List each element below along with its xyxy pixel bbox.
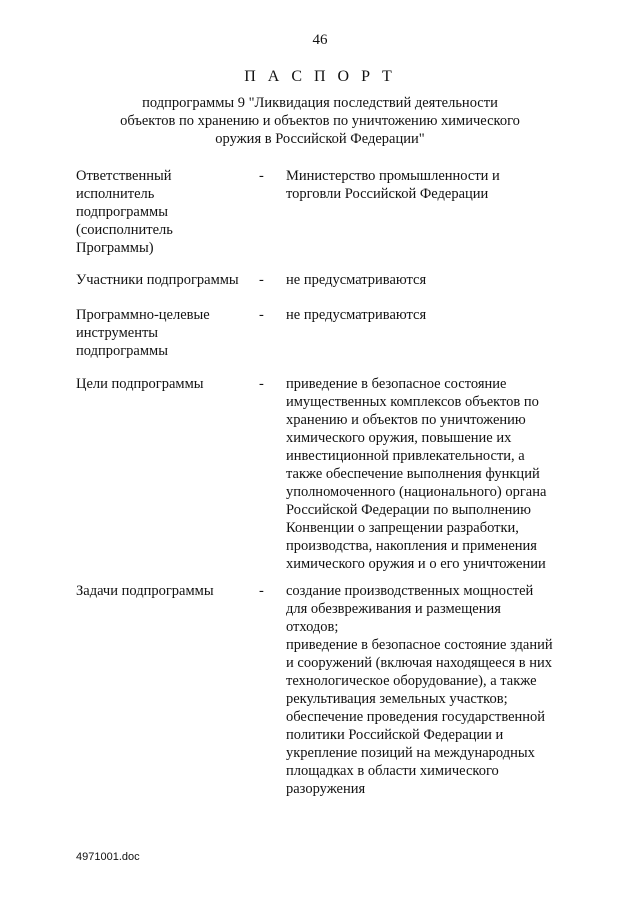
page-number: 46 [312,32,328,48]
label-line: Программы) [76,240,154,256]
label-line: исполнитель [76,186,155,202]
subtitle-line: подпрограммы 9 "Ликвидация последствий деятельности [142,95,498,111]
row-value [286,582,576,798]
value-line: хранению и объектов по уничтожению [286,412,526,428]
value-line: уполномоченного (национального) органа [286,484,547,500]
row-label [76,582,256,600]
row-dash: - [259,307,264,323]
row-value [286,271,576,289]
label-line: Ответственный [76,168,172,184]
document-subtitle [110,94,530,148]
row-label [76,167,256,257]
value-line: отходов; [286,619,339,635]
subtitle-line: оружия в Российской Федерации" [215,131,425,147]
label-line: Программно-целевые [76,307,210,323]
value-line: и сооружений (включая находящееся в них [286,655,553,671]
value-line: обеспечение проведения государственной [286,709,546,725]
footer-filename: 4971001.doc [76,851,140,863]
value-line: инвестиционной привлекательности, а [286,448,525,464]
value-line: рекультивация земельных участков; [286,691,508,707]
value-line: не предусматриваются [286,272,427,288]
row-label [76,271,256,289]
value-line: Российской Федерации по выполнению [286,502,532,518]
value-line: площадках в области химического [286,763,499,779]
label-line: подпрограммы [76,204,168,220]
label-line: (соисполнитель [76,222,173,238]
label-line: Участники подпрограммы [76,272,239,288]
row-label [76,375,256,393]
row-dash: - [259,583,264,599]
value-line: Министерство промышленности и [286,168,500,184]
row-dash: - [259,272,264,288]
value-line: приведение в безопасное состояние зданий [286,637,553,653]
row-value [286,306,576,324]
value-line: создание производственных мощностей [286,583,534,599]
value-line: Конвенции о запрещении разработки, [286,520,519,536]
value-line: политики Российской Федерации и [286,727,504,743]
value-line: для обезвреживания и размещения [286,601,501,617]
value-line: производства, накопления и применения [286,538,537,554]
value-line: не предусматриваются [286,307,427,323]
value-line: имущественных комплексов объектов по [286,394,539,410]
label-line: Цели подпрограммы [76,376,204,392]
label-line: Задачи подпрограммы [76,583,214,599]
label-line: инструменты [76,325,159,341]
document-title: П А С П О Р Т [244,68,396,85]
value-line: разоружения [286,781,366,797]
value-line: приведение в безопасное состояние [286,376,507,392]
row-value [286,375,576,573]
row-dash: - [259,168,264,184]
value-line: технологическое оборудование), а также [286,673,537,689]
value-line: химического оружия, повышение их [286,430,512,446]
value-line: торговли Российской Федерации [286,186,489,202]
subtitle-line: объектов по хранению и объектов по уничтожению химического [120,113,520,129]
value-line: химического оружия и о его уничтожении [286,556,546,572]
row-dash: - [259,376,264,392]
row-value [286,167,576,203]
label-line: подпрограммы [76,343,168,359]
value-line: также обеспечение выполнения функций [286,466,540,482]
row-label [76,306,256,360]
value-line: укрепление позиций на международных [286,745,535,761]
